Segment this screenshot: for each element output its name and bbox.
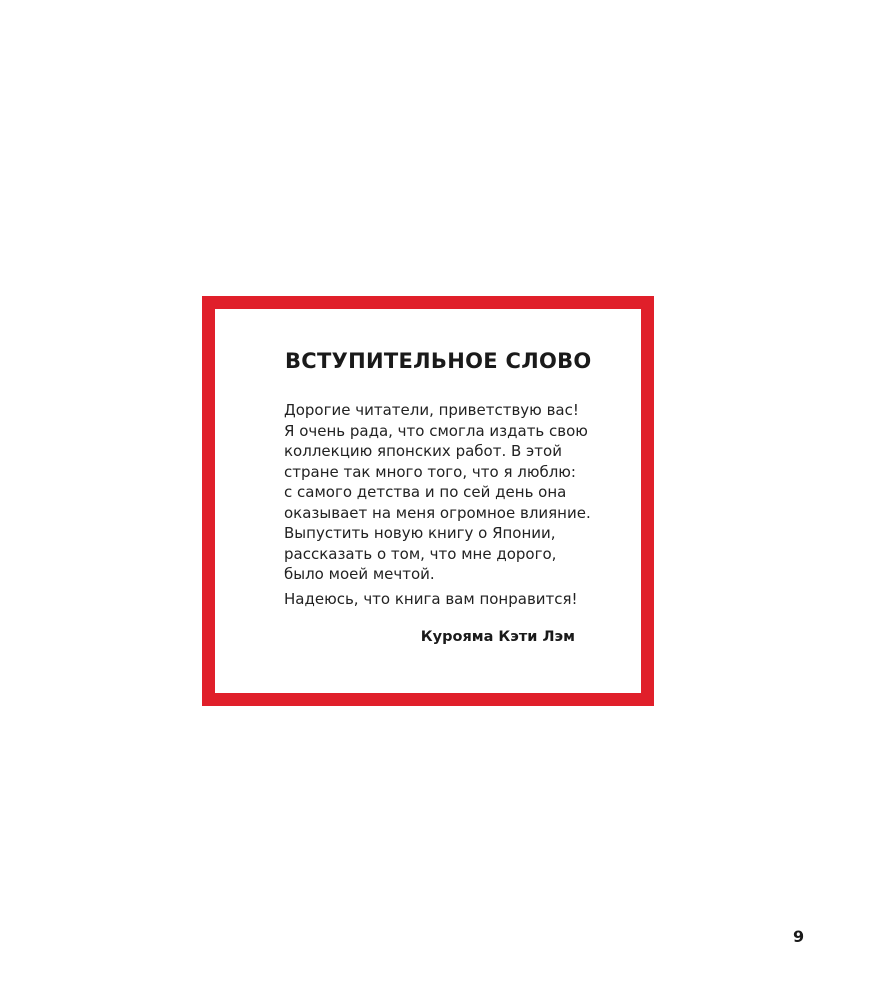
paragraph-line: с самого детства и по сей день она	[284, 483, 567, 501]
page-number: 9	[793, 927, 805, 946]
paragraph-line: коллекцию японских работ. В этой	[284, 442, 562, 460]
author-signature: Куроямa Кэти Лэм	[420, 629, 575, 645]
paragraph-line: Дорогие читатели, приветствую вас!	[284, 401, 579, 419]
foreword-frame	[202, 296, 654, 706]
paragraph-line: Выпустить новую книгу о Японии,	[284, 524, 556, 542]
paragraph-line: оказывает на меня огромное влияние.	[284, 503, 591, 522]
paragraph-line: стране так много того, что я люблю:	[284, 462, 576, 481]
paragraph-line: рассказать о том, что мне дорого,	[284, 544, 557, 563]
paragraph-line: было моей мечтой.	[284, 565, 435, 583]
paragraph-line: Я очень рада, что смогла издать свою	[284, 421, 588, 440]
foreword-paragraph	[284, 400, 624, 585]
foreword-title: ВСТУПИТЕЛЬНОЕ СЛОВО	[285, 349, 592, 373]
foreword-closing: Надеюсь, что книга вам понравится!	[284, 590, 578, 608]
